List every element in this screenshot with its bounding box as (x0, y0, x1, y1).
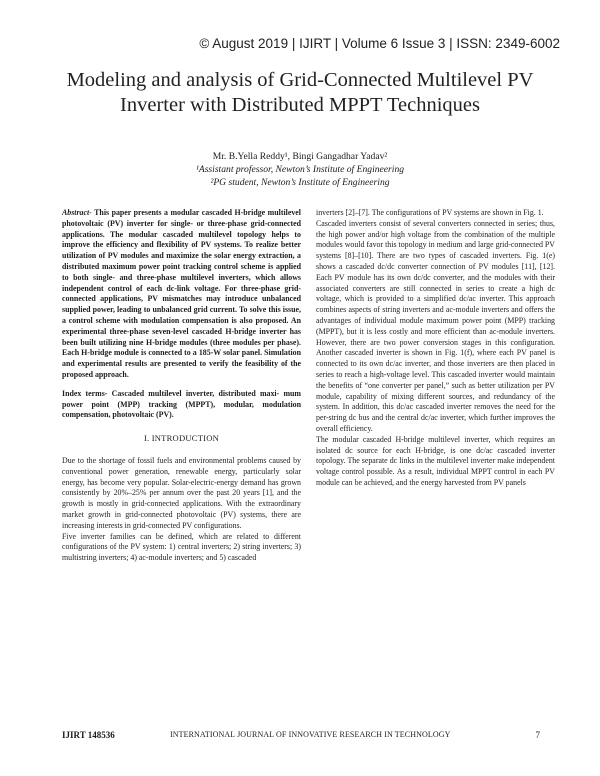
page-number: 7 (535, 730, 540, 740)
left-column (62, 208, 301, 564)
abstract (62, 208, 301, 381)
index-terms: Index terms- Cascaded multilevel inverter, distributed maxi- mum power point (MPP) tracking (MPPT), modular, modulation compensation, photovoltaic (PV). (62, 388, 301, 420)
footer-paper-id: IJIRT 148536 (62, 730, 115, 740)
abstract-label: Abstract- (62, 208, 92, 217)
page-footer (62, 730, 540, 740)
abstract-text: This paper presents a modular cascaded H-bridge multilevel photovoltaic (PV) inverter for single- or three-phase grid-connected applications. The modular cascaded multilevel topology helps to improve the efficiency and flexibility of PV systems. To realize better utilization of PV modules and maximize the solar energy extraction, a distributed maximum power point tracking control scheme is applied to both single- and three-phase multilevel inverters, which allows independent control of each dc-link voltage. For three-phase grid-connected applications, PV mismatches may introduce unbalanced supplied power, leading to unbalanced grid current. To solve this issue, a control scheme with modulation compensation is also proposed. An experimental three-phase seven-level cascaded H-bridge inverter has been built utilizing nine H-bridge modules (three modules per phase). Each H-bridge module is connected to a 185-W solar panel. Simulation and experimental results are presented to verify the feasibility of the proposed approach. (62, 208, 301, 379)
right-column (316, 208, 555, 489)
intro-paragraph: Five inverter families can be defined, which are related to different configurations of the PV system: 1) central inverters; 2) string inverters; 3) multistring inverters; 4) ac-module inverters; and 5) cascaded (62, 531, 301, 563)
footer-journal-name: INTERNATIONAL JOURNAL OF INNOVATIVE RESEARCH IN TECHNOLOGY (170, 730, 451, 739)
affiliation-2: ²PG student, Newton’s Institute of Engineering (210, 177, 390, 188)
affiliation-1: ¹Assistant professor, Newton’s Institute of Engineering (195, 164, 405, 175)
author-names: Mr. B.Yella Reddy¹, Bingi Gangadhar Yadav² (212, 151, 388, 162)
author-block (40, 150, 560, 189)
paper-title: Modeling and analysis of Grid-Connected Multilevel PV Inverter with Distributed MPPT Techniques (66, 69, 534, 116)
body-paragraph: inverters [2]–[7]. The configurations of PV systems are shown in Fig. 1. (316, 208, 544, 217)
body-paragraph: Cascaded inverters consist of several converters connected in series; thus, the high power and/or high voltage from the combination of the multiple modules would favor this topology in medium and large grid-connected PV systems [8]–[10]. There are two types of cascaded inverters. Fig. 1(e) shows a cascaded dc/dc converter connection of PV modules [11], [12]. Each PV module has its own dc/dc converter, and the modules with their associated converters are still connected in series to create a high dc voltage, which is provided to a simplified dc/ac inverter. This approach combines aspects of string inverters and ac-module inverters and offers the advantages of individual module maximum power point (MPP) tracking (MPPT), but it is less costly and more efficient than ac-module inverters. However, there are two power conversion stages in this configuration. Another cascaded inverter is shown in Fig. 1(f), where each PV panel is connected to its own dc/ac inverter, and those inverters are then placed in series to reach a high-voltage level. This cascaded inverter would maintain the benefits of “one converter per panel,” such as better utilization per PV module, capability of mixing different sources, and redundancy of the system. In addition, this dc/ac cascaded inverter removes the need for the per-string dc bus and the central dc/ac inverter, which further improves the overall efficiency. (316, 218, 555, 433)
intro-paragraph: Due to the shortage of fossil fuels and environmental problems caused by conventional power generation, renewable energy, particularly solar energy, has become very popular. Solar-electric-energy demand has grown consistently by 20%–25% per annum over the past 20 years [1], and the growth is mostly in grid-connected applications. With the extraordinary market growth in grid-connected photovoltaic (PV) systems, there are increasing interests in grid-connected PV configurations. (62, 455, 301, 530)
page-header: © August 2019 | IJIRT | Volume 6 Issue 3 | ISSN: 2349-6002 (199, 36, 560, 51)
body-paragraph: The modular cascaded H-bridge multilevel inverter, which requires an isolated dc source for each H-bridge, is one dc/ac cascaded inverter topology. The separate dc links in the multilevel inverter make independent voltage control possible. As a result, individual MPPT control in each PV module can be achieved, and the energy harvested from PV panels (316, 434, 555, 487)
section-heading: I. INTRODUCTION (143, 433, 220, 444)
